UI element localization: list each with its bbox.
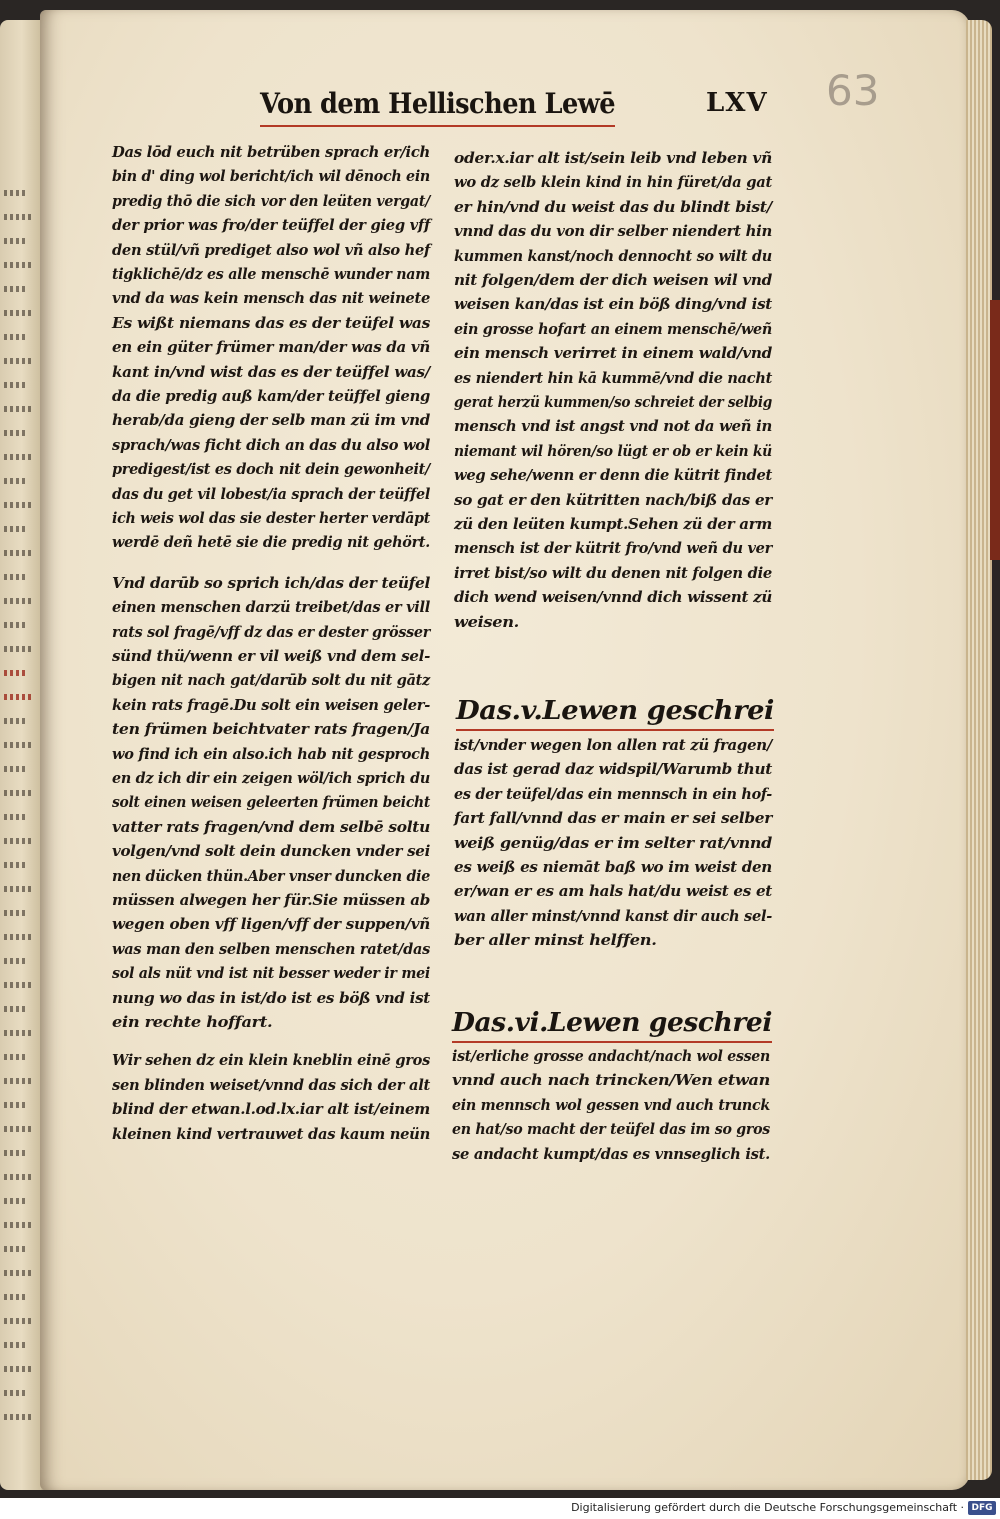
text-line: weisen kan/das ist ein böß ding/vnd ist bbox=[454, 295, 772, 314]
text-line: weg sehe/wenn er denn die kütrit findet bbox=[454, 466, 772, 485]
stub-text-fragment bbox=[4, 358, 33, 364]
text-line: nen dücken thün.Aber vnser duncken die bbox=[112, 866, 430, 885]
stub-text-fragment bbox=[4, 742, 33, 748]
stub-text-fragment bbox=[4, 1102, 26, 1108]
text-line: ein rechte hoffart. bbox=[112, 1013, 273, 1031]
text-line: es niendert hin kā kummē/vnd die nacht bbox=[454, 368, 772, 387]
stub-text-fragment bbox=[4, 1390, 26, 1396]
stub-text-fragment bbox=[4, 910, 26, 916]
text-line: weiß genüg/das er im selter rat/vnnd bbox=[454, 833, 772, 852]
stub-text-fragment bbox=[4, 1366, 33, 1372]
text-line: vnnd das du von dir selber niendert hin bbox=[454, 222, 772, 241]
stub-text-fragment bbox=[4, 574, 26, 580]
dfg-logo: DFG bbox=[968, 1501, 996, 1515]
stub-text-fragment bbox=[4, 862, 26, 868]
text-line: sol als nüt vnd ist nit besser weder ir mei bbox=[112, 964, 430, 983]
text-line: Es wißt niemans das es der teüfel was bbox=[112, 313, 430, 332]
text-line: ber aller minst helffen. bbox=[454, 931, 657, 950]
text-line: ist/erliche grosse andacht/nach wol essen bbox=[452, 1047, 770, 1065]
text-line: der prior was fro/der teüffel der gieg vff bbox=[112, 216, 430, 235]
text-line: rats sol fragē/vff dz das er dester grösser bbox=[112, 622, 430, 641]
stub-text-fragment bbox=[4, 1006, 26, 1012]
stub-text-fragment bbox=[4, 1054, 26, 1060]
stub-text-fragment bbox=[4, 214, 33, 220]
text-line: en dz ich dir ein zeigen wöl/ich sprich du bbox=[112, 769, 430, 787]
stub-text-fragment bbox=[4, 550, 33, 556]
stub-text-fragment bbox=[4, 1246, 26, 1252]
text-line: da die predig auß kam/der teüffel gieng bbox=[112, 387, 430, 405]
text-line: das ist gerad daz widspil/Warumb thut bbox=[454, 760, 772, 779]
text-line: bigen nit nach gat/darūb solt du nit gātz bbox=[112, 671, 430, 690]
stub-text-fragment bbox=[4, 478, 26, 484]
stub-text-fragment bbox=[4, 958, 26, 964]
text-line: nung wo das in ist/do ist es böß vnd ist bbox=[112, 988, 430, 1007]
stub-text-fragment bbox=[4, 1198, 26, 1204]
text-line: bin d' ding wol bericht/ich wil dēnoch ein bbox=[112, 167, 430, 186]
text-line: ein mensch verirret in einem wald/vnd bbox=[454, 344, 772, 363]
text-line: werdē deñ hetē sie die predig nit gehört. bbox=[112, 533, 430, 552]
text-line: en hat/so macht der teüfel das im so gros bbox=[452, 1120, 770, 1139]
text-line: kleinen kind vertrauwet das kaum neün bbox=[112, 1124, 430, 1143]
text-line: kummen kanst/noch dennocht so wilt du bbox=[454, 246, 772, 265]
stub-text-fragment bbox=[4, 718, 26, 724]
running-title: Von dem Hellischen Lewē bbox=[260, 87, 615, 120]
stub-text-fragment bbox=[4, 766, 26, 772]
text-line: ein mennsch wol gessen vnd auch trunck bbox=[452, 1095, 770, 1114]
text-line: was man den selben menschen ratet/das bbox=[112, 939, 430, 958]
stub-text-fragment bbox=[4, 934, 33, 940]
text-line: wo find ich ein also.ich hab nit gesproch bbox=[112, 744, 430, 763]
text-line: solt einen weisen geleerten frümen beicht bbox=[112, 793, 430, 812]
running-title-rule bbox=[260, 125, 615, 127]
stub-text-fragment bbox=[4, 310, 33, 316]
text-line: mensch ist der kütrit fro/vnd weñ du ver bbox=[454, 539, 772, 558]
text-line: Wir sehen dz ein klein kneblin einē gros bbox=[112, 1051, 430, 1070]
stub-text-fragment bbox=[4, 838, 33, 844]
text-line: se andacht kumpt/das es vnnseglich ist. bbox=[452, 1144, 770, 1163]
text-line: einen menschen darzü treibet/das er vill bbox=[112, 598, 430, 617]
footer-credit: Digitalisierung gefördert durch die Deutsche Forschungsgemeinschaft · bbox=[571, 1501, 964, 1514]
stub-text-fragment bbox=[4, 790, 33, 796]
text-line: ein grosse hofart an einem menschē/weñ bbox=[454, 319, 772, 338]
text-line: predigest/ist es doch nit dein gewonheit/ bbox=[112, 460, 430, 479]
stub-text-fragment bbox=[4, 454, 33, 460]
stub-text-fragment bbox=[4, 502, 33, 508]
text-line: den stül/vñ prediget also wol vñ also hef bbox=[112, 240, 430, 259]
stub-text-fragment bbox=[4, 334, 26, 340]
text-line: kant in/vnd wist das es der teüffel was/ bbox=[112, 362, 430, 381]
text-line: herab/da gieng der selb man zü im vnd bbox=[112, 411, 430, 430]
stub-text-fragment bbox=[4, 526, 26, 532]
text-line: ich weis wol das sie dester herter verdāpt bbox=[112, 509, 430, 527]
text-line: es der teüfel/das ein mennsch in ein hof- bbox=[454, 784, 772, 803]
text-line: zü den leüten kumpt.Sehen zü der arm bbox=[454, 515, 772, 533]
text-line: ist/vnder wegen lon allen rat zü fragen/ bbox=[454, 736, 772, 754]
stub-text-fragment bbox=[4, 1150, 26, 1156]
footer-bar bbox=[0, 1498, 1000, 1519]
stub-text-fragment bbox=[4, 982, 33, 988]
stub-text-fragment bbox=[4, 190, 26, 196]
text-line: müssen alwegen her für.Sie müssen ab bbox=[112, 891, 430, 909]
text-line: Das lōd euch nit betrüben sprach er/ich bbox=[112, 143, 430, 161]
text-line: vnnd auch nach trincken/Wen etwan bbox=[452, 1071, 770, 1090]
section-heading-vi-rule bbox=[452, 1041, 772, 1043]
text-line: weisen. bbox=[454, 612, 519, 631]
text-line: volgen/vnd solt dein duncken vnder sei bbox=[112, 842, 430, 861]
stub-text-fragment bbox=[4, 1414, 33, 1420]
stub-text-fragment bbox=[4, 1222, 33, 1228]
text-line: ten frümen beichtvater rats fragen/Ja bbox=[112, 720, 430, 739]
stub-text-fragment bbox=[4, 1030, 33, 1036]
section-heading-v-rule bbox=[456, 729, 774, 731]
text-line: blind der etwan.l.od.lx.iar alt ist/einem bbox=[112, 1100, 430, 1119]
text-line: Vnd darūb so sprich ich/das der teüfel bbox=[112, 573, 430, 592]
pencil-page-note: 63 bbox=[826, 66, 880, 115]
text-line: sen blinden weiset/vnnd das sich der alt bbox=[112, 1075, 430, 1094]
bookmark-ribbon bbox=[990, 300, 1000, 560]
text-line: wan aller minst/vnnd kanst dir auch sel- bbox=[454, 906, 772, 925]
stub-text-fragment bbox=[4, 1342, 26, 1348]
section-heading-v: Das.v.Lewen geschrei bbox=[456, 696, 774, 726]
folio-number: LXV bbox=[706, 88, 768, 118]
text-line: mensch vnd ist angst vnd not da weñ in bbox=[454, 417, 772, 436]
stub-text-fragment bbox=[4, 430, 26, 436]
text-line: wegen oben vff ligen/vff der suppen/vñ bbox=[112, 915, 430, 934]
stub-text-fragment bbox=[4, 670, 26, 676]
text-line: er/wan er es am hals hat/du weist es et bbox=[454, 882, 772, 901]
text-line: gerat herzü kummen/so schreiet der selbig bbox=[454, 393, 772, 411]
stub-text-fragment bbox=[4, 1318, 33, 1324]
text-line: fart fall/vnnd das er main er sei selber bbox=[454, 809, 772, 828]
text-line: niemant wil hören/so lügt er ob er kein kü bbox=[454, 441, 772, 460]
text-line: das du get vil lobest/ia sprach der teüffel bbox=[112, 484, 430, 503]
stub-text-fragment bbox=[4, 286, 26, 292]
page-edge bbox=[966, 20, 992, 1480]
stub-text-fragment bbox=[4, 814, 26, 820]
stub-text-fragment bbox=[4, 406, 33, 412]
stub-text-fragment bbox=[4, 1174, 33, 1180]
stub-text-fragment bbox=[4, 598, 33, 604]
stub-text-fragment bbox=[4, 382, 26, 388]
text-line: predig thō die sich vor den leüten vergat/ bbox=[112, 191, 430, 210]
text-line: nit folgen/dem der dich weisen wil vnd bbox=[454, 271, 772, 289]
stub-text-fragment bbox=[4, 622, 26, 628]
stub-text-fragment bbox=[4, 1294, 26, 1300]
text-line: irret bist/so wilt du denen nit folgen die bbox=[454, 563, 772, 582]
text-line: en ein güter frümer man/der was da vñ bbox=[112, 338, 431, 357]
stub-text-fragment bbox=[4, 1270, 33, 1276]
stub-text-fragment bbox=[4, 238, 26, 244]
stub-text-fragment bbox=[4, 694, 33, 700]
text-line: sprach/was ficht dich an das du also wol bbox=[112, 435, 430, 454]
text-line: so gat er den kütritten nach/biß das er bbox=[454, 490, 772, 509]
text-line: kein rats fragē.Du solt ein weisen geler- bbox=[112, 695, 430, 714]
text-line: er hin/vnd du weist das du blindt bist/ bbox=[454, 197, 772, 216]
text-line: es weiß es niemāt baß wo im weist den bbox=[454, 858, 772, 876]
text-line: oder.x.iar alt ist/sein leib vnd leben vñ bbox=[454, 149, 772, 167]
section-heading-vi: Das.vi.Lewen geschrei bbox=[452, 1008, 772, 1038]
text-line: wo dz selb klein kind in hin füret/da gat bbox=[454, 173, 772, 192]
stub-text-fragment bbox=[4, 646, 33, 652]
text-line: vnd da was kein mensch das nit weinete bbox=[112, 289, 430, 308]
text-line: dich wend weisen/vnnd dich wissent zü bbox=[454, 588, 772, 607]
text-line: sünd thü/wenn er vil weiß vnd dem sel- bbox=[112, 647, 430, 665]
text-line: vatter rats fragen/vnd dem selbē soltu bbox=[112, 817, 430, 836]
stub-text-fragment bbox=[4, 1126, 33, 1132]
stub-text-fragment bbox=[4, 262, 33, 268]
stub-text-fragment bbox=[4, 886, 33, 892]
stub-text-fragment bbox=[4, 1078, 33, 1084]
text-line: tigklichē/dz es alle menschē wunder nam bbox=[112, 265, 430, 283]
